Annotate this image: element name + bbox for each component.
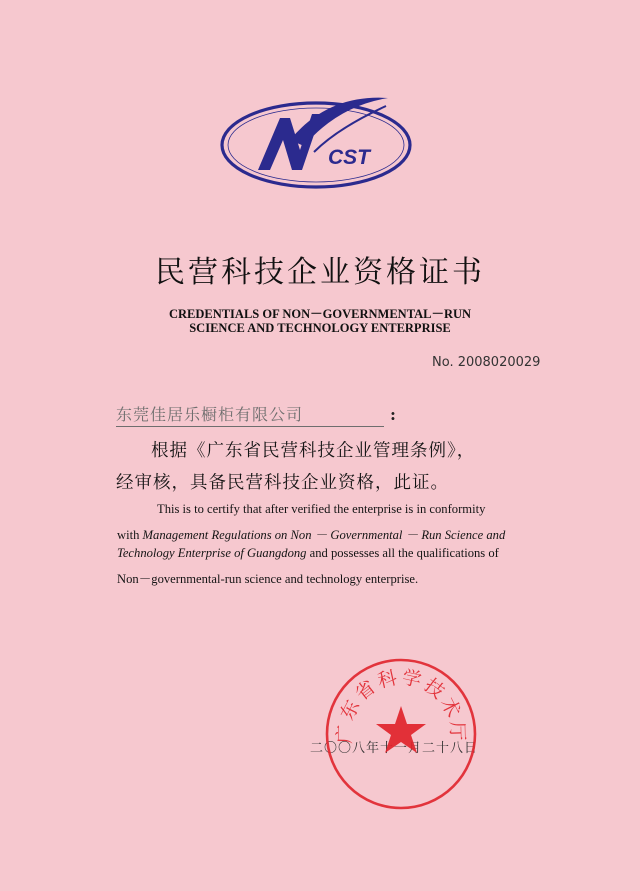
ncst-logo [218, 84, 414, 202]
title-chinese: 民营科技企业资格证书 [155, 255, 485, 290]
body-english-line-1: This is to certify that after verified the enterprise is in conformity [157, 502, 486, 516]
body-chinese-line-2: 经审核，具备民营科技企业资格，此证。 [116, 473, 449, 493]
body-english-line-2-pre: with [117, 528, 143, 542]
title-english-line-1: CREDENTIALS OF NON－GOVERNMENTAL－RUN [168, 307, 472, 321]
title-english-line-2: SCIENCE AND TECHNOLOGY ENTERPRISE [189, 321, 451, 335]
company-colon: : [390, 405, 396, 424]
logo-letters: CST [328, 146, 370, 169]
seal-star-icon [376, 706, 426, 753]
body-english-line-2-italic: Management Regulations on Non － Governmental － Run Science and [142, 528, 506, 542]
certificate-number: No. 2008020029 [432, 355, 541, 370]
body-english-line-3-post: and possesses all the qualifications of [306, 546, 499, 560]
body-english-line-4: Non－governmental-run science and technology enterprise. [117, 572, 419, 586]
body-chinese-line-1: 根据《广东省民营科技企业管理条例》， [151, 441, 476, 461]
svg-text:广东省科学技术厅: 广东省科学技术厅 [333, 666, 469, 744]
body-english-line-3-italic: Technology Enterprise of Guangdong [117, 546, 307, 560]
body-english-line-3 [117, 546, 499, 561]
issue-date: 二〇〇八年十一月二十八日 [310, 741, 479, 756]
body-english-line-2 [117, 524, 505, 543]
official-seal [323, 656, 479, 812]
company-name: 东莞佳居乐橱柜有限公司 [116, 402, 384, 427]
